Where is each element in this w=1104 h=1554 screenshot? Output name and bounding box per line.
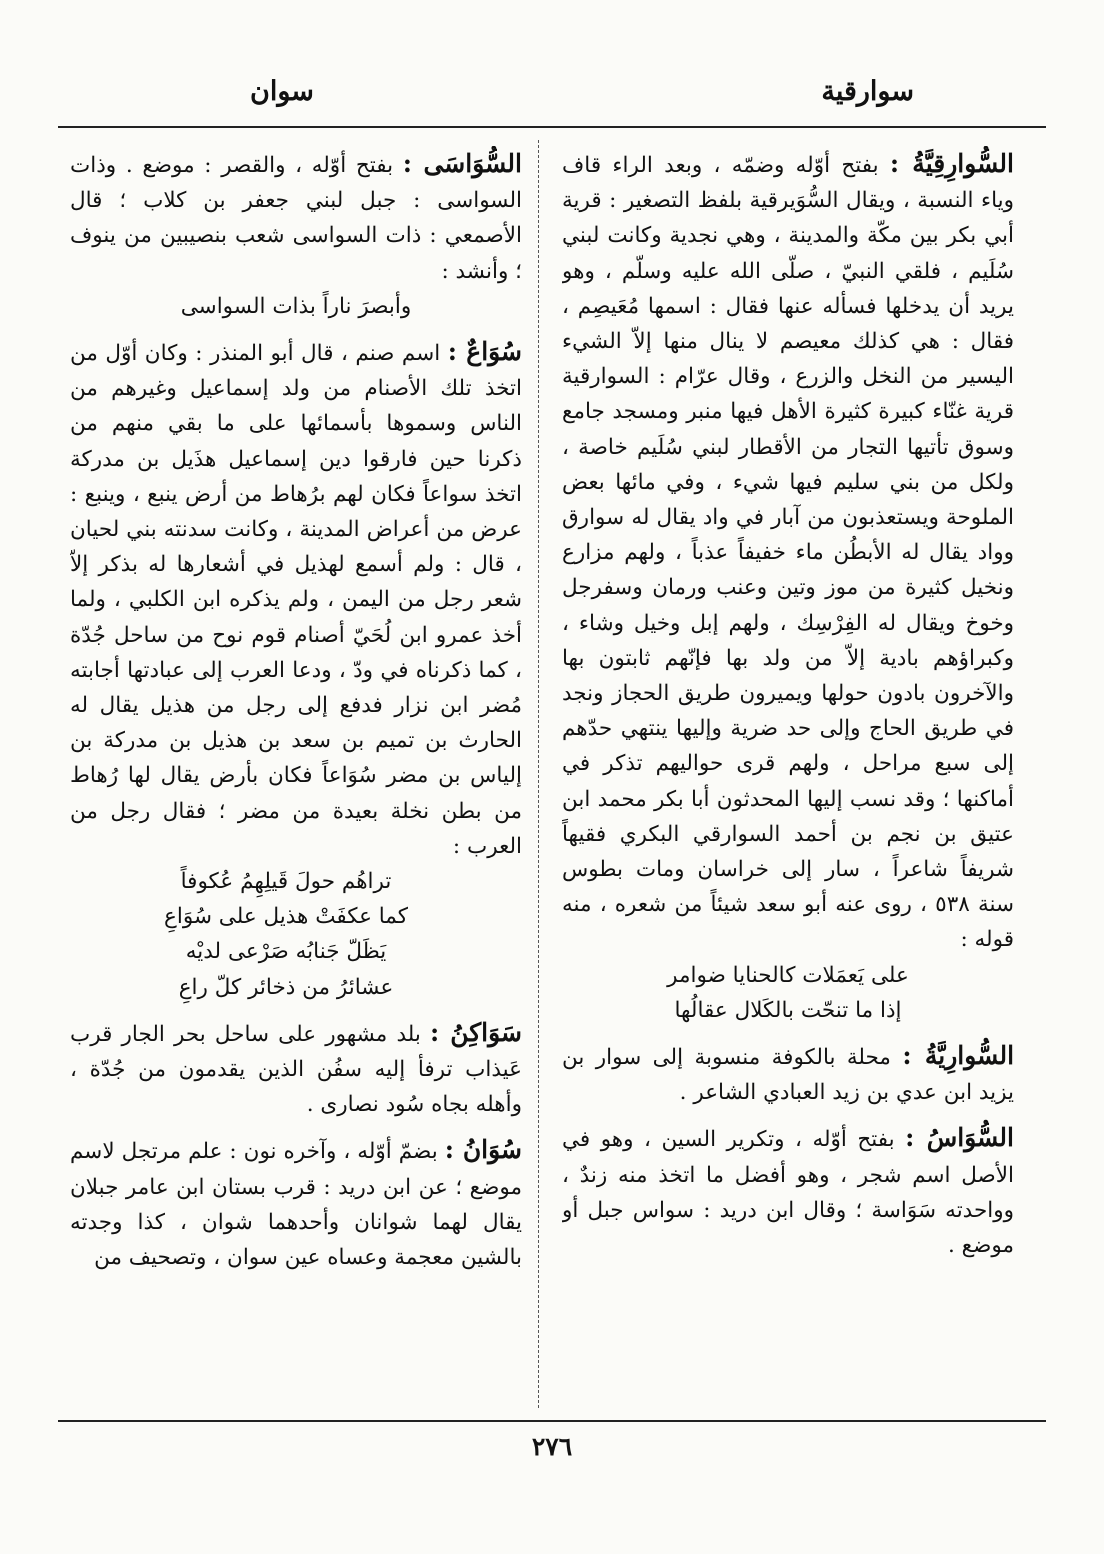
entry-text: بفتح أوّله ، والقصر : موضع . وذات السواسى : جبل لبني جعفر بن كلاب ؛ قال الأصمعي : ذات السواسى شعب بنصيبين من ينوف ؛ وأنشد : bbox=[70, 153, 522, 284]
footer-rule bbox=[58, 1420, 1046, 1422]
entry-headword: سُوَاعٌ : bbox=[447, 337, 522, 367]
entry-sawakin bbox=[70, 1015, 522, 1123]
verse-line: كما عكفَتْ هذيل على سُوَاعِ bbox=[164, 904, 408, 930]
entry-headword: السُّوارِقِيَّةُ : bbox=[889, 149, 1014, 178]
entry-sawas bbox=[562, 1120, 1014, 1263]
entry-text: بفتح أوّله وضمّه ، وبعد الراء قاف وياء النسبة ، ويقال السُّوَيرقية بلفظ التصغير : قرية أبي بكر بين مكّة والمدينة ، وهي نجدية وكانت لبني سُلَيم ، فلقي النبيّ ، صلّى الله عليه وسلّم ، وهو يريد أن يدخلها فسأله عنها فقال : اسمها مُعَيصِم ، فقال : هي كذلك معيصم لا ينال منها إلاّ الشيء اليسير من النخل والزرع ، وقال عرّام : السوارقية قرية غنّاء كبيرة كثيرة الأهل فيها منبر ومسجد جامع وسوق تأتيها التجار من الأقطار لبني سُلَيم خاصة ، ولكل من بني سليم فيها شيء ، وفي مائها بعض الملوحة ويستعذبون من آبار في واد يقال له سوارق وواد يقال له الأبطُن ماء خفيفاً عذباً ، ولهم مزارع ونخيل كثيرة من موز وتين وعنب ورمان وسفرجل وخوخ ويقال له الفِرْسِك ، ولهم إبل وخيل وشاء ، وكبراؤهم بادية إلاّ من ولد بها فإنّهم ثابتون بها والآخرون بادون حولها ويميرون طريق الحجاز ونجد في طريق الحاج وإلى حد ضرية وإليها ينتهي حدّهم إلى سبع مراحل ، ولهم قرى حواليهم تذكر في أماكنها ؛ وقد نسب إليها المحدثون أبا بكر محمد ابن عتيق بن نجم بن أحمد السوارقي البكري فقيهاً شريفاً شاعراً ، سار إلى خراسان ومات بطوس سنة ٥٣٨ ، روى عنه أبو سعد شيئاً من شعره ، منه قوله : bbox=[562, 153, 1014, 953]
right-column bbox=[562, 146, 1014, 1416]
entry-headword: سُوَانُ : bbox=[444, 1135, 522, 1165]
verse-line: عشائرُ من ذخائر كلّ راعِ bbox=[178, 974, 394, 1000]
entry-suwan bbox=[70, 1132, 522, 1275]
verse-line: وأبصرَ ناراً بذات السواسى bbox=[180, 293, 412, 319]
verse-line: يَظَلّ جَنابُه صَرْعى لديْه bbox=[185, 939, 387, 965]
left-column bbox=[70, 146, 522, 1416]
running-header-right: سوارقية bbox=[821, 76, 914, 107]
entry-sawariqiyya bbox=[562, 146, 1014, 1028]
verse-line: على يَعمَلات كالحنايا ضوامر bbox=[667, 962, 909, 988]
header-rule bbox=[58, 126, 1046, 128]
entry-sawasa bbox=[70, 146, 522, 324]
entry-headword: سَوَاكِنُ : bbox=[430, 1017, 522, 1047]
entry-text: بضمّ أوّله ، وآخره نون : علم مرتجل لاسم موضع ؛ عن ابن دريد : قرب بستان ابن عامر جبلان يقال لهما شوانان وأحدهما شوان ، كذا وجدته بالشين معجمة وعساه عين سوان ، وتصحيف من bbox=[70, 1139, 522, 1271]
entry-headword: السُّوَاسَى : bbox=[402, 149, 522, 178]
page-number: ٢٧٦ bbox=[531, 1432, 573, 1461]
entry-text: بفتح أوّله ، وتكرير السين ، وهو في الأصل اسم شجر ، وهو أفضل ما اتخذ منه زندٌ ، وواحدته سَوَاسة ؛ وقال ابن دريد : سواس جبل أو موضع . bbox=[562, 1127, 1014, 1259]
column-divider bbox=[538, 140, 539, 1408]
entry-text: اسم صنم ، قال أبو المنذر : وكان أوّل من اتخذ تلك الأصنام من ولد إسماعيل وغيرهم من الناس وسموها بأسمائها على ما بقي منهم من ذكرنا حين فارقوا دين إسماعيل هذَيل بن مدركة اتخذ سواعاً فكان لهم برُهاط من أرض ينبع ، وينبع : عرض من أعراض المدينة ، وكانت سدنته بني لحيان ، قال : ولم أسمع لهذيل في أشعارها له بذكر إلاّ شعر رجل من اليمن ، ولم يذكره ابن الكلبي ، ولما أخذ عمرو ابن لُحَيّ أصنام قوم نوح من ساحل جُدّة ، كما ذكرناه في ودّ ، ودعا العرب إلى عبادتها أجابته مُضر ابن نزار فدفع إلى رجل من هذيل يقال له الحارث بن تميم بن سعد بن هذيل بن مدركة بن إلياس بن مضر سُوَاعاً فكان بأرض يقال لها رُهاط من بطن نخلة بعيدة من مضر ؛ فقال رجل من العرب : bbox=[70, 341, 522, 859]
entry-headword: السُّوَاسُ : bbox=[905, 1123, 1014, 1153]
running-header-left: سوان bbox=[250, 76, 314, 107]
verse-line: إذا ما تنحّت بالكَلال عقالُها bbox=[674, 997, 902, 1023]
entry-text: محلة بالكوفة منسوبة إلى سوار بن يزيد ابن عدي بن زيد العبادي الشاعر . bbox=[562, 1045, 1014, 1106]
entry-headword: السُّوارِيَّةُ : bbox=[902, 1041, 1014, 1071]
entry-suwa bbox=[70, 334, 522, 1005]
verse-line: تراهُم حولَ قَيلِهِمُ عُكوفاً bbox=[180, 869, 392, 895]
entry-sawariyya bbox=[562, 1038, 1014, 1110]
entry-text: بلد مشهور على ساحل بحر الجار قرب عَيذاب ترفأ إليه سفُن الذين يقدمون من جُدّة ، وأهله بجاه سُود نصارى . bbox=[70, 1021, 522, 1118]
